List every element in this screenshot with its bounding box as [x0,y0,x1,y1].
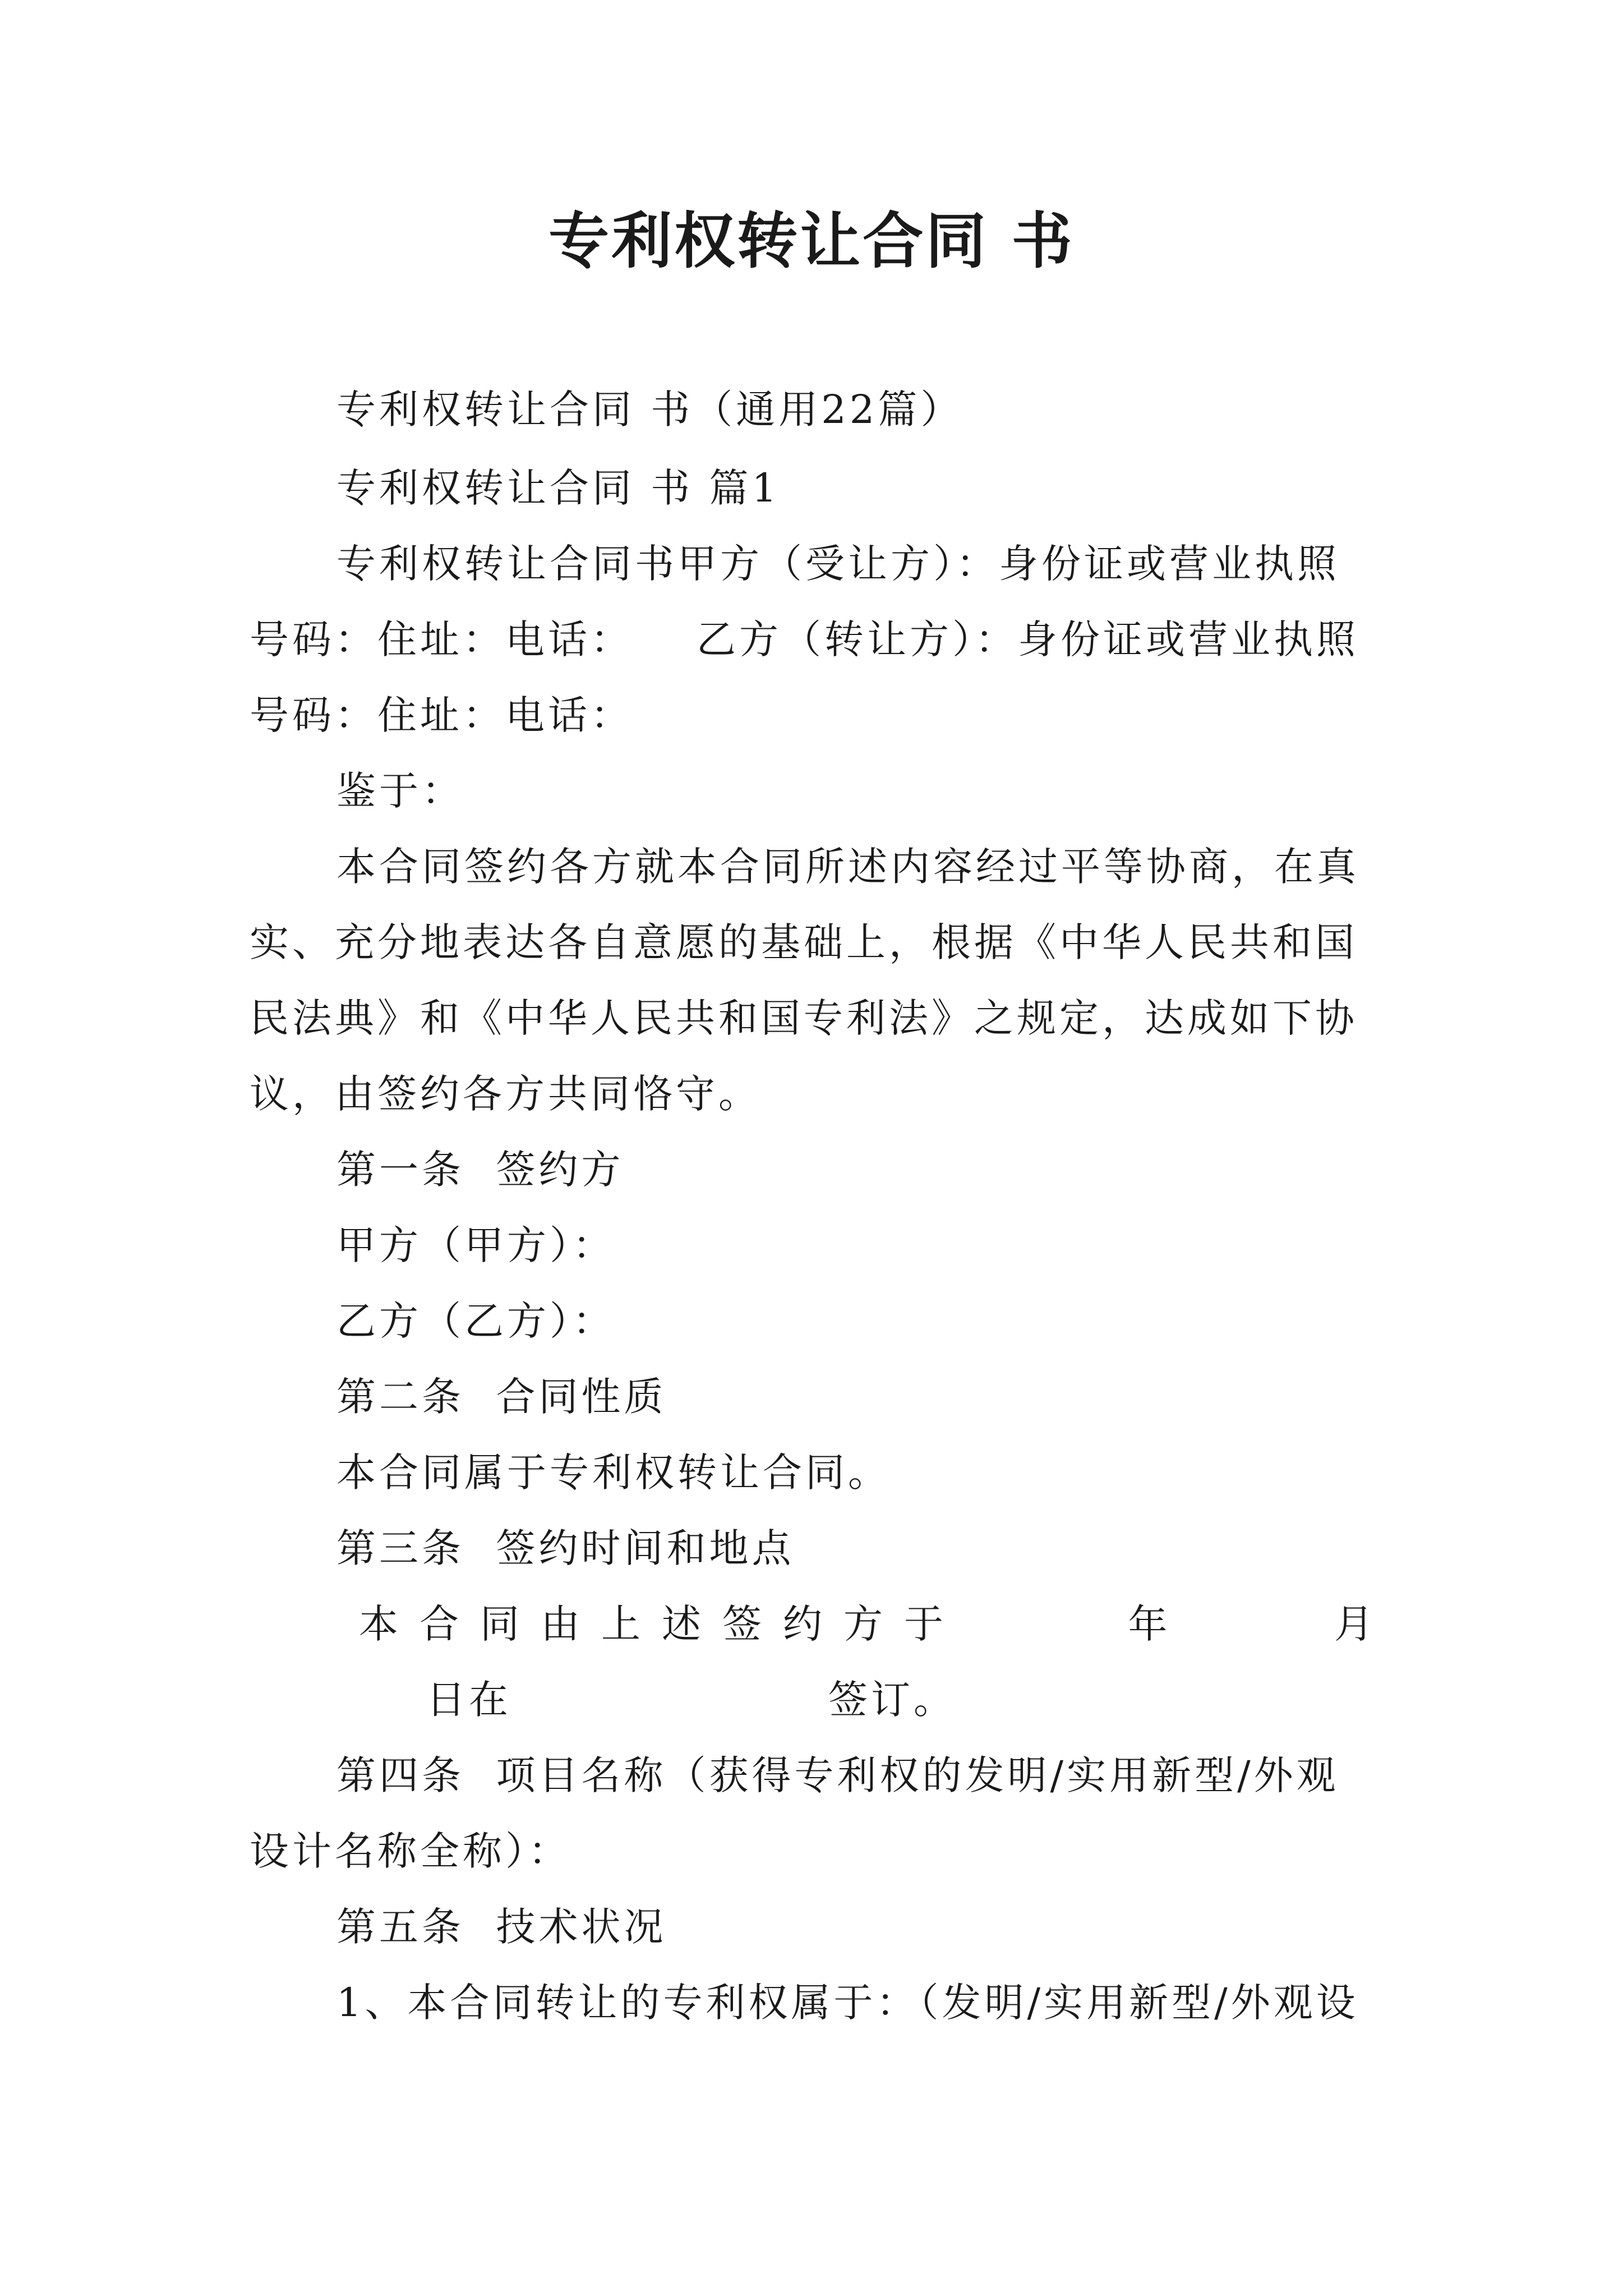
paragraph-line: 专利权转让合同书甲方（受让方）：身份证或营业执照 [336,541,1340,587]
paragraph-line: 民法典》和《中华人民共和国专利法》之规定，达成如下协 [250,995,1358,1041]
paragraph-line: 甲方（甲方）： [336,1222,615,1268]
paragraph-line: 实、充分地表达各自意愿的基础上，根据《中华人民共和国 [250,919,1358,965]
signing-month: 月 [1334,1601,1377,1647]
signing-year: 年 [1128,1601,1171,1647]
paragraph-line: 日在 签订。 [426,1677,957,1723]
article-heading: 第二条 合同性质 [336,1374,667,1420]
signing-time-line [359,1596,1377,1652]
signing-time-text: 本合同由上述签约方于 [359,1601,965,1647]
section-heading: 专利权转让合同 书 篇1 [336,465,781,511]
article-heading: 第一条 签约方 [336,1147,624,1193]
article-heading: 第五条 技术状况 [336,1904,667,1950]
paragraph-line: 号码：住址：电话： 乙方（转让方）：身份证或营业执照 [250,616,1359,662]
article-heading: 第四条 项目名称（获得专利权的发明/实用新型/外观 [336,1752,1339,1798]
paragraph-line: 本合同属于专利权转让合同。 [336,1450,891,1496]
paragraph-line: 设计名称全称）： [250,1828,571,1874]
paragraph-line: 乙方（乙方）： [336,1298,615,1344]
article-heading: 第三条 签约时间和地点 [336,1525,795,1571]
paragraph-line: 1、本合同转让的专利权属于：（发明/实用新型/外观设 [336,1980,1359,2026]
paragraph-line: 鉴于： [336,768,464,814]
subtitle-line: 专利权转让合同 书（通用22篇） [336,386,963,432]
paragraph-line: 议，由签约各方共同恪守。 [250,1071,761,1117]
paragraph-line: 号码：住址：电话： [250,692,633,738]
paragraph-line: 本合同签约各方就本合同所述内容经过平等协商，在真 [336,844,1359,890]
document-title: 专利权转让合同 书 [548,206,1075,277]
